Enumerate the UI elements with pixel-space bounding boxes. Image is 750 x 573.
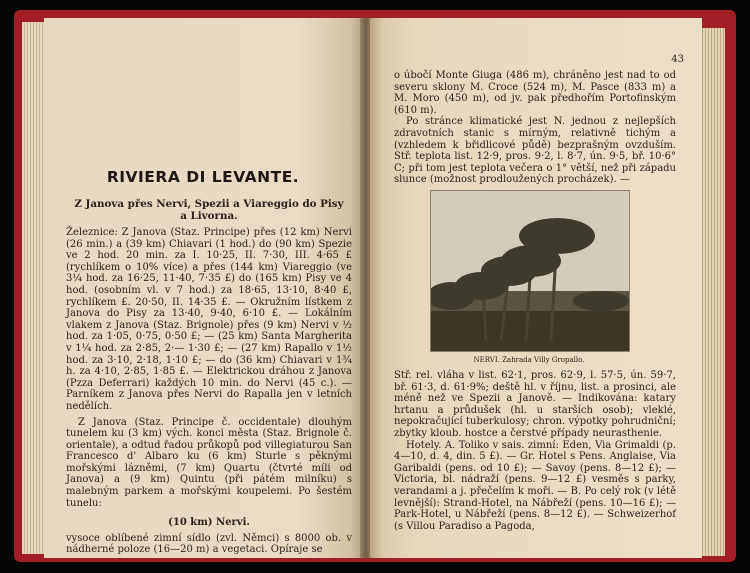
paragraph-railways: Železnice: Z Janova (Staz. Principe) přes (12 km) Nervi (26 min.) a (39 km) Chiavari (1 hod.) do (90 km) Spezie ve 2 hod. 20 min. za I. 10·25, II. 7·30, III. 4·65 £ (rychlíkem o 10% více) a přes (144 km) Viareggio (ve 3¼ hod. za 16·25, 11·40, 7·35 £) do (165 km) Pisy ve 4 hod. (osobním vl. v 7 hod.) za 18·65, 13·10, 8·40 £, rychlíkem £. 20·50, II. 14·35 £. — Okružním lístkem z Janova do Pisy za 13·40, 9·40, 6·10 £. — Lokálním vlakem z Janova (Staz. Brignole) přes (9 km) Nervi v ½ hod. za 1·05, 0·75, 0·50 £; — (25 km) Santa Margherita v 1¼ hod. za 2·85, 2·— 1·30 £; — (27 km) Rapallo v 1½ hod. za 3·10, 2·18, 1·10 £; — do (36 km) Chiavari v 1¾ h. za 4·10, 2·85, 1·85 £. — Elektrickou dráhou z Janova (Pzza Deferrari) každých 10 min. do Nervi (45 c.). — Parníkem z Janova přes Nervi do Rapalla jen v letních nedělích. [66, 227, 352, 412]
paragraph-nervi: vysoce oblíbené zimní sídlo (zvl. Němci) s 8000 ob. v nádherné poloze (16—20 m) a vegetaci. Opíraje se [66, 532, 352, 556]
paragraph-hotels: Hotely. A. Toliko v sais. zimní: Eden, Via Grimaldi (p. 4—10, d. 4, din. 5 £). — Gr. Hotel s Pens. Anglaise, Via Garibaldi (pens. od 10 £); — Savoy (pens. 8—12 £); — Victoria, bl. nádraží (pens. 9—12 £) vesměs s parky, verandami a j. přečelím k moři. — B. Po celý rok (v létě levnější): Strand-Hotel, na Nábřeží (pens. 10—16 £); — Park-Hotel, u Nábřeží (pens. 8—12 £). — Schweizerhof (s Villou Paradiso a Pagoda, [394, 439, 676, 532]
left-page [44, 18, 362, 558]
route-heading: Z Janova přes Nervi, Spezii a Viareggio do Pisy a Livorna. [74, 198, 344, 222]
section-heading-nervi: (10 km) Nervi. [168, 517, 250, 529]
right-top-text [394, 70, 676, 186]
page-title: RIVIERA DI LEVANTE. [106, 168, 300, 186]
right-page [370, 18, 702, 558]
paragraph-climate: Po stránce klimatické jest N. jednou z nejlepších zdravotních stanic s mírným, relativně tichým a (vzhledem k břidlicové půdě) bezprašným ovzduším. Stř. teplota list. 12·9, pros. 9·2, l. 8·7, ún. 9·5, bř. 10·6° C; při tom jest teplota večera o 1° větší, než při západu slunce (možnost prodloužených procházek). — [394, 116, 676, 186]
photo-caption: NERVI. Zahrada Villy Gropallo. [473, 356, 585, 364]
paragraph-route-description: Z Janova (Staz. Principe č. occidentale) dlouhým tunelem ku (3 km) vých. konci města (Staz. Brignole č. orientale), a odtud řadou průkopů pod villegiaturou San Francesco d' Albaro ku (6 km) Sturle s pěknými mořskými lázněmi, (7 km) Quartu (čtvrté míli od Janova) a (9 km) Quintu (při pátém milníku) s malebným parkem a mořskými koupelemi. Po šestém tunelu: [66, 416, 352, 509]
paragraph-location: o úbočí Monte Giuga (486 m), chráněno jest nad to od severu sklony M. Croce (524 m), M. Pasce (833 m) a M. Moro (450 m), od jv. pak předhořím Portofinským (610 m). [394, 70, 676, 116]
page-number: 43 [671, 54, 684, 65]
garden-photo [430, 190, 630, 352]
paragraph-humidity: Stř. rel. vláha v list. 62·1, pros. 62·9, l. 57·5, ún. 59·7, bř. 61·3, d. 61·9%; deště hl. v říjnu, list. a prosinci, ale méně než ve Spezii a Janově. — Indikována: katary hrtanu a průdušek (hl. u starších osob); vleklé, nepokračující tuberkulosy; chron. výpotky pohrudniční; zbytky kloub. hostce a čerstvé případy neurasthenie. [394, 370, 676, 439]
left-text [66, 227, 352, 556]
palm-trees-image [431, 191, 629, 351]
right-bottom-text [394, 370, 676, 532]
